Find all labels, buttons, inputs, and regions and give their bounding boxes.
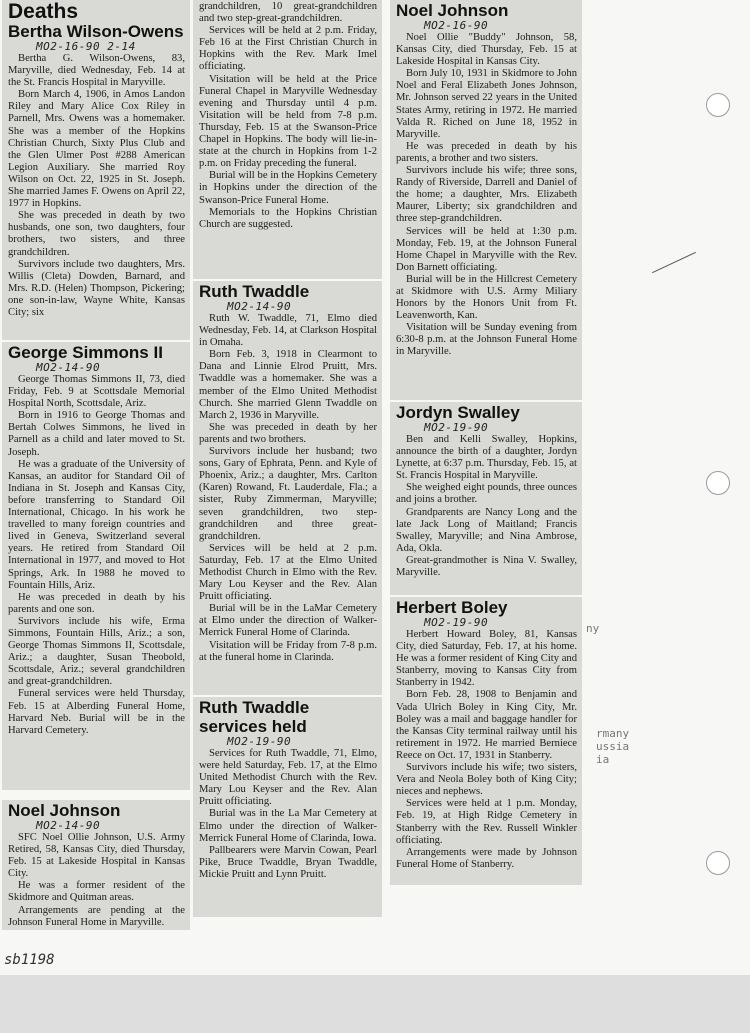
obituary-title: Ruth Twaddle services held xyxy=(199,698,310,736)
obituary-title: Herbert Boley xyxy=(396,598,508,617)
binder-hole xyxy=(706,471,730,495)
clipping-jordyn-swalley xyxy=(390,402,582,595)
handwritten-date: MO2-14-90 xyxy=(36,819,101,832)
clipping-ruth-twaddle xyxy=(193,281,382,695)
paragraph: Survivors include two daughters, Mrs. Willis (Cleta) Dowden, Barnard, and Mrs. R.D. (Helen) Thompson, Pickering; one son-in-law, Wayne White, Kansas City; six xyxy=(8,258,185,318)
clipping-herbert-boley xyxy=(390,597,582,885)
paragraph: Ruth W. Twaddle, 71, Elmo died Wednesday, Feb. 14, at Clarkson Hospital in Omaha. xyxy=(199,313,377,349)
paragraph: Services will be held at 2 p.m. Saturday, Feb. 17 at the Elmo United Methodist Church in Elmo with the Rev. Mary Lou Keyser and the Rev. Alan Pruitt officiating. xyxy=(199,542,377,603)
paragraph: Visitation will be Friday from 7-8 p.m. at the funeral home in Clarinda. xyxy=(199,639,377,663)
paragraph: Survivors include his wife, Erma Simmons, Fountain Hills, Ariz.; a son, George Thomas Simmons II, Scottsdale, Ariz.; a daughter, Susan Theobold, Scottsdale, Ariz.; several grandchildren and great-grandchildren. xyxy=(8,615,185,688)
paragraph: Burial was in the La Mar Cemetery at Elmo under the direction of Walker-Merrick Funeral Home of Clarinda, Iowa. xyxy=(199,808,377,844)
paragraph: Pallbearers were Marvin Cowan, Pearl Pike, Bruce Twaddle, Bryan Twaddle, Mickie Pruitt and Lynn Pruitt. xyxy=(199,844,377,880)
clipping-noel-johnson xyxy=(390,0,582,400)
paragraph: Born in 1916 to George Thomas and Bertah Colwes Simmons, he lived in Parnell as a child and later moved to St. Joseph. xyxy=(8,410,185,458)
paragraph: Grandparents are Nancy Long and the late Jack Long of Maitland; Francis Swalley, Maryville; and Nina Ambrose, Ada, Okla. xyxy=(396,506,577,554)
handwritten-date: MO2-14-90 xyxy=(36,361,101,374)
obituary-title: Ruth Twaddle xyxy=(199,282,310,301)
paragraph: Arrangements are pending at the Johnson Funeral Home in Maryville. xyxy=(8,904,185,928)
paragraph: Services will be held at 2 p.m. Friday, Feb 16 at the First Christian Church in Hopkins with the Rev. Mark Imel officiating. xyxy=(199,25,377,73)
paragraph: Bertha G. Wilson-Owens, 83, Maryville, died Wednesday, Feb. 14 at the St. Francis Hospital in Maryville. xyxy=(8,53,185,89)
paragraph: Born March 4, 1906, in Amos Landon Riley and Mary Alice Cox Riley in Parnell, Mrs. Owens was a homemaker. She was a member of the Hopkins Christian Church, Sixty Plus Club and the Glen Ulmer Post #288 American Legion Auxiliary. She married Roy Wilson on Oct. 22, 1925 in St. Joseph. She married James F. Owens on April 22, 1977 in Hopkins. xyxy=(8,89,185,210)
page-code: sb1198 xyxy=(4,952,55,968)
paragraph: Services for Ruth Twaddle, 71, Elmo, were held Saturday, Feb. 17, at the Elmo United Methodist Church with the Rev. Mary Lou Keyser and the Rev. Alan Pruitt officiating. xyxy=(199,748,377,808)
paragraph: He was a graduate of the University of Kansas, an auditor for Standard Oil of Indiana in St. Joseph and Kansas City, before transferring to Standard Oil International, Chicago. In his work he travelled to many foreign countries and lived in Geneva, Switzerland several years. He retired from Standard Oil International in 1977, and moved to Hot Springs, Ark. In 1988 he moved to Fountain Hills, Ariz. xyxy=(8,458,185,591)
section-title: Deaths xyxy=(8,0,79,23)
clipping-bertha-wilson-owens xyxy=(2,0,190,340)
paragraph: Born July 10, 1931 in Skidmore to John Noel and Feral Elizabeth Jones Johnson, Mr. Johnson served 22 years in the United States Army, retiring in 1972. He married Valda R. Riched on June 18, 1952 in Maryville. xyxy=(396,68,577,140)
birth-title: Jordyn Swalley xyxy=(396,403,520,422)
binder-hole xyxy=(706,93,730,117)
handwritten-date: MO2-16-90 xyxy=(424,19,489,32)
clipping-bertha-continued xyxy=(193,0,382,279)
paragraph: Services will be held at 1:30 p.m. Monday, Feb. 19, at the Johnson Funeral Home Chapel in Maryville with the Rev. Don Barnett officiating. xyxy=(396,225,577,273)
page-edge xyxy=(0,975,750,1033)
paragraph: Born Feb. 28, 1908 to Benjamin and Vada Ulrich Boley in King City, Mr. Boley was a mail and baggage handler for the Kansas City terminal railway until his retirement in 1972. He married Berniece Reece on Oct. 17, 1931 in Stanberry. xyxy=(396,689,577,761)
paragraph: Survivors include her husband; two sons, Gary of Ephrata, Penn. and Kyle of Phoenix, Ariz.; a daughter, Mrs. Carlton (Karen) Rowand, Ft. Lauderdale, Fla.; a sister, Ruby Zimmerman, Maryville; seven grandchildren, two step-grandchildren and three great-grandchildren. xyxy=(199,446,377,542)
clipping-noel-johnson-short xyxy=(2,800,190,930)
paragraph: Funeral services were held Thursday, Feb. 15 at Alberding Funeral Home, Harvard Neb. Burial will be in the Harvard Cemetery. xyxy=(8,688,185,736)
handwritten-date: MO2-19-90 xyxy=(424,616,489,629)
obituary-title: Noel Johnson xyxy=(8,801,121,820)
handwritten-date: MO2-16-90 2-14 xyxy=(36,40,136,53)
binder-hole xyxy=(706,851,730,875)
stray-clipping-text: ny xyxy=(586,622,600,635)
paragraph: Survivors include his wife; two sisters, Vera and Neola Boley both of King City; nieces and nephews. xyxy=(396,762,577,798)
obituary-title: George Simmons II xyxy=(8,343,163,362)
paragraph: She was preceded in death by her parents and two brothers. xyxy=(199,421,377,445)
paragraph: He was a former resident of the Skidmore and Quitman areas. xyxy=(8,880,185,904)
obituary-title: Noel Johnson xyxy=(396,1,509,20)
paragraph: Services were held at 1 p.m. Monday, Feb. 19, at High Ridge Cemetery in Stanberry with the Rev. Russell Winkler officiating. xyxy=(396,798,577,846)
obituary-title: Bertha Wilson-Owens xyxy=(8,22,184,41)
paragraph: Arrangements were made by Johnson Funeral Home of Stanberry. xyxy=(396,846,577,870)
paragraph: Burial will be in the Hillcrest Cemetery at Skidmore with U.S. Army Miliary Honors by the Honors Unit from Ft. Leavenworth, Kan. xyxy=(396,273,577,322)
paragraph: Ben and Kelli Swalley, Hopkins, announce the birth of a daughter, Jordyn Lynette, at 6:37 p.m. Thursday, Feb. 15, at St. Francis Hospital in Maryville. xyxy=(396,434,577,482)
clipping-ruth-twaddle-services xyxy=(193,697,382,917)
stray-clipping-text: rmany ussia ia xyxy=(596,727,630,766)
clipping-george-simmons xyxy=(2,342,190,790)
paragraph: Born Feb. 3, 1918 in Clearmont to Dana and Linnie Elrod Pruitt, Mrs. Twaddle was a homemaker. She was a member of the Elmo United Methodist Church. She married Glenn Twaddle on March 2, 1936 in Maryville. xyxy=(199,349,377,421)
paragraph: SFC Noel Ollie Johnson, U.S. Army Retired, 58, Kansas City, died Thursday, Feb. 15 at Lakeside Hospital in Kansas City. xyxy=(8,832,185,880)
paragraph: Visitation will be held at the Price Funeral Chapel in Maryville Wednesday evening and Thursday until 4 p.m. Visitation will be held from 7-8 p.m. Thursday, Feb. 15 at the Swanson-Price Chapel in Hopkins. The body will lie-in-state at the church in Hopkins from 1-2 p.m. on Friday preceding the funeral. xyxy=(199,73,377,170)
paragraph: She was preceded in death by two husbands, one son, two daughters, four brothers, two sisters, and three grandchildren. xyxy=(8,210,185,258)
paragraph: Memorials to the Hopkins Christian Church are suggested. xyxy=(199,206,377,230)
paragraph: George Thomas Simmons II, 73, died Friday, Feb. 9 at Scottsdale Memorial Hospital North, Scottsdale, Ariz. xyxy=(8,374,185,410)
handwritten-date: MO2-19-90 xyxy=(424,421,489,434)
paragraph: Burial will be in the Hopkins Cemetery in Hopkins under the direction of the Swanson-Price Funeral Home. xyxy=(199,170,377,206)
paragraph: He was preceded in death by his parents and one son. xyxy=(8,591,185,615)
handwritten-date: MO2-14-90 xyxy=(227,300,292,313)
paragraph: Great-grandmother is Nina V. Swalley, Maryville. xyxy=(396,554,577,579)
paragraph: She weighed eight pounds, three ounces and joins a brother. xyxy=(396,482,577,506)
paragraph: Survivors include his wife; three sons, Randy of Riverside, Darrell and Daniel of the home; a daughter, Mrs. Elizabeth Maurer, Liberty; six grandchildren and three step-grandchildren. xyxy=(396,165,577,225)
paragraph: Burial will be in the LaMar Cemetery at Elmo under the direction of Walker-Merrick Funeral Home of Clarinda. xyxy=(199,603,377,639)
paragraph: He was preceded in death by his parents, a brother and two sisters. xyxy=(396,140,577,164)
paragraph: Noel Ollie "Buddy" Johnson, 58, Kansas City, died Thursday, Feb. 15 at Lakeside Hospital in Kansas City. xyxy=(396,32,577,68)
handwritten-date: MO2-19-90 xyxy=(227,735,292,748)
paragraph: grandchildren, 10 great-grandchildren and two step-great-grandchildren. xyxy=(199,1,377,25)
paragraph: Herbert Howard Boley, 81, Kansas City, died Saturday, Feb. 17, at his home. He was a former resident of King City and Stanberry, moving to Kansas City from Stanberry in 1942. xyxy=(396,629,577,689)
paragraph: Visitation will be Sunday evening from 6:30-8 p.m. at the Johnson Funeral Home in Maryville. xyxy=(396,322,577,358)
